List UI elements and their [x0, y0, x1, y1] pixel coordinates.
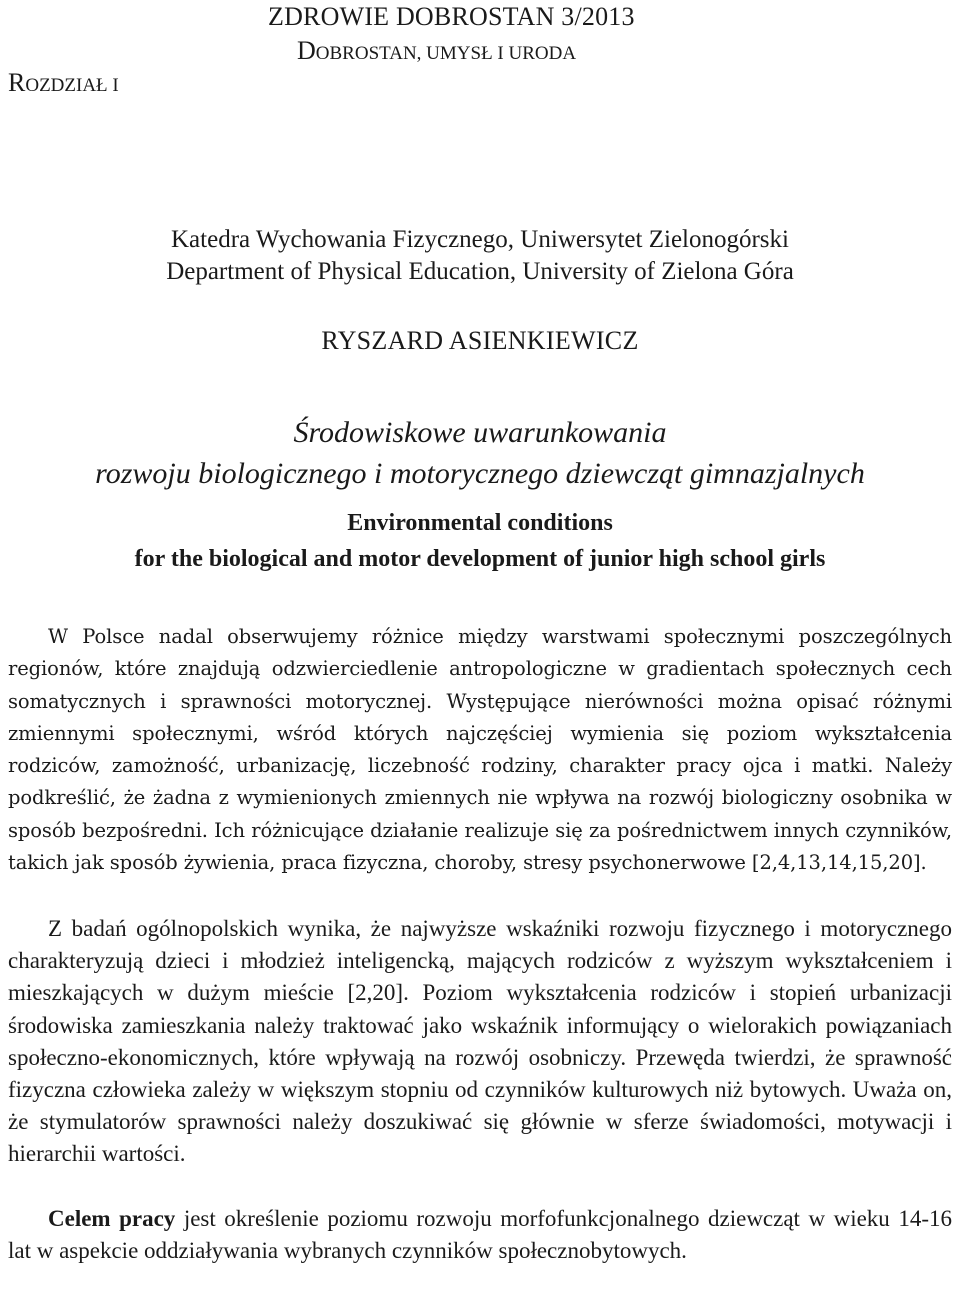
body-paragraph-1: W Polsce nadal obserwujemy różnice między warstwami społecznymi poszczególnych regionów, które znajdują odzwierciedlenie antropologiczne w gradientach społecznych cech somatycznych i sprawności motorycznej. Występujące nierówności można opisać różnymi zmiennymi społecznymi, wśród których najczęściej wymienia się poziom wykształcenia rodziców, zamożność, urbanizację, liczebność rodziny, charakter pracy ojca i matki. Należy podkreślić, że żadna z wymienionych zmiennych nie wpływa na rozwój biologiczny osobnika w sposób bezpośredni. Ich różnicujące działanie realizuje się za pośrednictwem innych czynników, takich jak sposób żywienia, praca fizyczna, choroby, stresy psychonerwowe [2,4,13,14,15,20]. — [8, 625, 952, 875]
chapter-rest: OZDZIAŁ I — [25, 75, 119, 96]
section-title-initial: D — [297, 36, 316, 65]
author-name: RYSZARD ASIENKIEWICZ — [321, 326, 639, 355]
chapter-label — [8, 68, 119, 98]
body-paragraph-2: Z badań ogólnopolskich wynika, że najwyższe wskaźniki rozwoju fizycznego i motorycznego charakteryzują dzieci i młodzież inteligencką, mających rodziców z wyższym wykształceniem i mieszkających w dużym mieście [2,20]. Poziom wykształcenia rodziców i stopień urbanizacji środowiska zamieszkania należy traktować jako wskaźnik informujący o wielorakich powiązaniach społeczno-ekonomicznych, które wpływają na rozwój osobniczy. Przewęda twierdzi, że sprawność fizyczna człowieka zależy w większym stopniu od czynników kulturowych niż bytowych. Uważa on, że stymulatorów sprawności należy doszukiwać się głównie w sferze świadomości, motywacji i hierarchii wartości. — [8, 916, 952, 1167]
affiliation-english: Department of Physical Education, University of Zielona Góra — [166, 258, 794, 285]
title-english-line-1: Environmental conditions — [347, 510, 613, 536]
chapter-initial: R — [8, 68, 26, 97]
section-title-rest: OBROSTAN, UMYSŁ I URODA — [315, 43, 577, 64]
title-polish-line-1: Środowiskowe uwarunkowania — [293, 416, 667, 449]
journal-section-title — [297, 36, 576, 66]
body-paragraph-3 — [8, 1203, 952, 1267]
title-polish-line-2: rozwoju biologicznego i motorycznego dziewcząt gimnazjalnych — [95, 457, 865, 490]
aim-label: Celem pracy — [48, 1206, 176, 1231]
aim-text: jest określenie poziomu rozwoju morfofunkcjonalnego dziewcząt w wieku 14-16 lat w aspekcie oddziaływania wybranych czynników społecznobytowych. — [8, 1206, 952, 1264]
journal-header: ZDROWIE DOBROSTAN 3/2013 — [268, 2, 635, 31]
title-english-line-2: for the biological and motor development of junior high school girls — [134, 546, 826, 572]
affiliation-polish: Katedra Wychowania Fizycznego, Uniwersytet Zielonogórski — [171, 226, 789, 253]
